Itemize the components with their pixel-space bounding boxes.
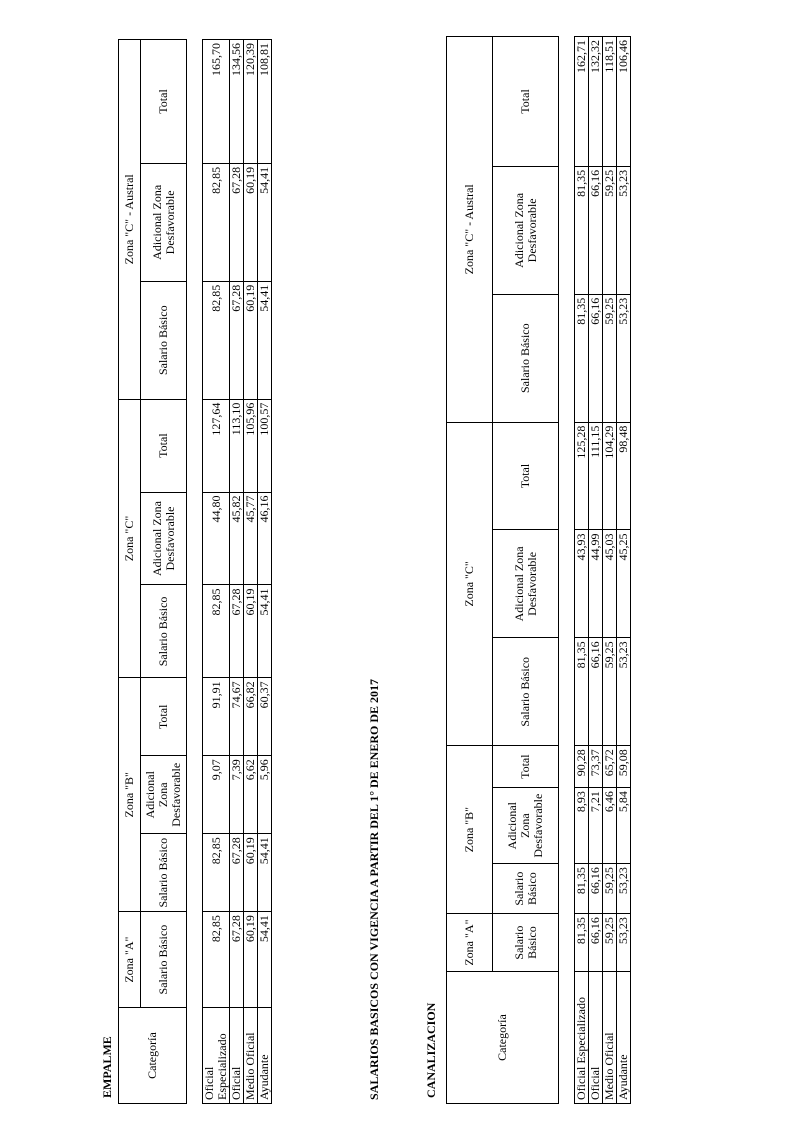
empalme-title: EMPALME	[100, 1036, 114, 1098]
row-category: Medio Oficial	[244, 1008, 258, 1104]
cell-zona-b-adicional: 7,39	[230, 756, 244, 834]
header-adicional: Adicional Zona Desfavorable	[493, 530, 559, 638]
cell-zona-b-total: 59,08	[617, 746, 631, 788]
cell-zona-c-austral-salario: 59,25	[603, 294, 617, 422]
cell-zona-c-salario: 82,85	[203, 585, 230, 678]
cell-zona-b-salario: 59,25	[603, 864, 617, 914]
cell-zona-c-total: 111,15	[589, 422, 603, 530]
header-total: Total	[141, 40, 187, 164]
header-total: Total	[141, 678, 187, 756]
cell-zona-c-austral-total: 118,51	[603, 37, 617, 167]
cell-zona-c-salario: 66,16	[589, 638, 603, 746]
header-zona-a: Zona "A"	[119, 912, 141, 1008]
row-category: Oficial	[589, 972, 603, 1104]
cell-zona-b-total: 60,37	[258, 678, 272, 756]
cell-zona-c-total: 127,64	[203, 399, 230, 492]
cell-zona-b-adicional: 6,46	[603, 788, 617, 864]
cell-zona-c-total: 104,29	[603, 422, 617, 530]
cell-zona-b-total: 74,67	[230, 678, 244, 756]
header-adicional: Adicional Zona Desfavorable	[493, 788, 559, 864]
header-salario-basico: Salario Básico	[493, 294, 559, 422]
cell-zona-c-salario: 59,25	[603, 638, 617, 746]
cell-zona-b-total: 65,72	[603, 746, 617, 788]
cell-zona-c-adicional: 46,16	[258, 492, 272, 585]
cell-zona-b-salario: 66,16	[589, 864, 603, 914]
header-adicional: Adicional Zona Desfavorable	[141, 492, 187, 585]
header-salario-basico: Salario Básico	[493, 864, 559, 914]
cell-zona-a-salario: 59,25	[603, 914, 617, 972]
row-category: Medio Oficial	[603, 972, 617, 1104]
cell-zona-c-austral-adicional: 53,23	[617, 166, 631, 294]
header-salario-basico: Salario Básico	[141, 281, 187, 399]
cell-zona-c-austral-adicional: 81,35	[575, 166, 589, 294]
cell-zona-c-austral-salario: 67,28	[230, 281, 244, 399]
table-row	[230, 40, 244, 1104]
cell-zona-a-salario: 54,41	[258, 912, 272, 1008]
cell-zona-a-salario: 53,23	[617, 914, 631, 972]
cell-zona-c-austral-total: 106,46	[617, 37, 631, 167]
cell-zona-c-adicional: 45,77	[244, 492, 258, 585]
cell-zona-c-adicional: 45,03	[603, 530, 617, 638]
header-total: Total	[493, 37, 559, 167]
cell-zona-c-austral-adicional: 66,16	[589, 166, 603, 294]
cell-zona-c-austral-total: 108,81	[258, 40, 272, 164]
table-row	[244, 40, 258, 1104]
header-zona-b: Zona "B"	[119, 678, 141, 912]
cell-zona-b-adicional: 6,62	[244, 756, 258, 834]
cell-zona-c-adicional: 44,99	[589, 530, 603, 638]
header-adicional: Adicional Zona Desfavorable	[141, 163, 187, 281]
cell-zona-b-salario: 53,23	[617, 864, 631, 914]
cell-zona-b-total: 91,91	[203, 678, 230, 756]
cell-zona-c-austral-adicional: 54,41	[258, 163, 272, 281]
cell-zona-c-austral-adicional: 60,19	[244, 163, 258, 281]
canalizacion-block	[446, 36, 631, 1104]
cell-zona-b-adicional: 8,93	[575, 788, 589, 864]
table-row	[258, 40, 272, 1104]
cell-zona-b-adicional: 7,21	[589, 788, 603, 864]
cell-zona-a-salario: 82,85	[203, 912, 230, 1008]
cell-zona-c-austral-total: 120,39	[244, 40, 258, 164]
header-categoria: Categoría	[119, 1008, 187, 1104]
cell-zona-c-total: 100,57	[258, 399, 272, 492]
cell-zona-c-total: 105,96	[244, 399, 258, 492]
canalizacion-title: CANALIZACION	[424, 1002, 438, 1098]
canalizacion-table	[446, 36, 631, 1104]
header-adicional: Adicional Zona Desfavorable	[493, 166, 559, 294]
cell-zona-c-austral-salario: 81,35	[575, 294, 589, 422]
header-salario-basico: Salario Básico	[141, 585, 187, 678]
cell-zona-b-salario: 60,19	[244, 834, 258, 912]
cell-zona-c-austral-total: 134,56	[230, 40, 244, 164]
cell-zona-c-austral-adicional: 59,25	[603, 166, 617, 294]
cell-zona-c-salario: 67,28	[230, 585, 244, 678]
header-total: Total	[141, 399, 187, 492]
row-category: Oficial Especializado	[575, 972, 589, 1104]
header-salario-basico: Salario Básico	[141, 912, 187, 1008]
cell-zona-c-austral-salario: 82,85	[203, 281, 230, 399]
cell-zona-c-total: 98,48	[617, 422, 631, 530]
cell-zona-c-austral-total: 132,32	[589, 37, 603, 167]
cell-zona-b-adicional: 5,96	[258, 756, 272, 834]
table-row	[603, 37, 617, 1104]
row-category: Ayudante	[258, 1008, 272, 1104]
cell-zona-b-total: 66,82	[244, 678, 258, 756]
cell-zona-c-austral-salario: 66,16	[589, 294, 603, 422]
cell-zona-c-adicional: 45,82	[230, 492, 244, 585]
header-zona-a: Zona "A"	[447, 914, 493, 972]
cell-zona-c-austral-adicional: 82,85	[203, 163, 230, 281]
cell-zona-b-salario: 81,35	[575, 864, 589, 914]
header-zona-b: Zona "B"	[447, 746, 493, 914]
cell-zona-b-total: 73,37	[589, 746, 603, 788]
cell-zona-c-austral-salario: 54,41	[258, 281, 272, 399]
header-adicional: Adicional Zona Desfavorable	[141, 756, 187, 834]
cell-zona-c-adicional: 44,80	[203, 492, 230, 585]
header-zona-c-austral: Zona "C" - Austral	[447, 37, 493, 423]
empalme-block	[118, 39, 272, 1104]
row-category: Oficial Especializado	[203, 1008, 230, 1104]
cell-zona-c-austral-salario: 53,23	[617, 294, 631, 422]
row-category: Ayudante	[617, 972, 631, 1104]
header-salario-basico: Salario Básico	[493, 638, 559, 746]
header-total: Total	[493, 746, 559, 788]
page-heading: SALARIOS BASICOS CON VIGENCIA A PARTIR DEL 1° DE ENERO DE 2017	[367, 678, 381, 1100]
cell-zona-a-salario: 60,19	[244, 912, 258, 1008]
row-category: Oficial	[230, 1008, 244, 1104]
cell-zona-b-salario: 82,85	[203, 834, 230, 912]
cell-zona-b-adicional: 5,84	[617, 788, 631, 864]
table-row	[575, 37, 589, 1104]
header-salario-basico: Salario Básico	[493, 914, 559, 972]
table-row	[589, 37, 603, 1104]
cell-zona-c-salario: 81,35	[575, 638, 589, 746]
header-zona-c-austral: Zona "C" - Austral	[119, 40, 141, 400]
cell-zona-c-salario: 53,23	[617, 638, 631, 746]
cell-zona-c-austral-adicional: 67,28	[230, 163, 244, 281]
cell-zona-c-adicional: 45,25	[617, 530, 631, 638]
header-total: Total	[493, 422, 559, 530]
header-zona-c: Zona "C"	[119, 399, 141, 678]
table-row	[203, 40, 230, 1104]
cell-zona-b-salario: 54,41	[258, 834, 272, 912]
empalme-table	[118, 39, 272, 1104]
cell-zona-c-salario: 54,41	[258, 585, 272, 678]
header-categoria: Categoría	[447, 972, 559, 1104]
cell-zona-b-adicional: 9,07	[203, 756, 230, 834]
cell-zona-c-salario: 60,19	[244, 585, 258, 678]
cell-zona-b-salario: 67,28	[230, 834, 244, 912]
cell-zona-b-total: 90,28	[575, 746, 589, 788]
cell-zona-c-total: 125,28	[575, 422, 589, 530]
cell-zona-c-austral-total: 165,70	[203, 40, 230, 164]
cell-zona-c-adicional: 43,93	[575, 530, 589, 638]
cell-zona-c-austral-total: 162,71	[575, 37, 589, 167]
table-row	[617, 37, 631, 1104]
cell-zona-a-salario: 66,16	[589, 914, 603, 972]
header-zona-c: Zona "C"	[447, 422, 493, 746]
cell-zona-a-salario: 67,28	[230, 912, 244, 1008]
cell-zona-c-austral-salario: 60,19	[244, 281, 258, 399]
header-salario-basico: Salario Básico	[141, 834, 187, 912]
cell-zona-a-salario: 81,35	[575, 914, 589, 972]
cell-zona-c-total: 113,10	[230, 399, 244, 492]
